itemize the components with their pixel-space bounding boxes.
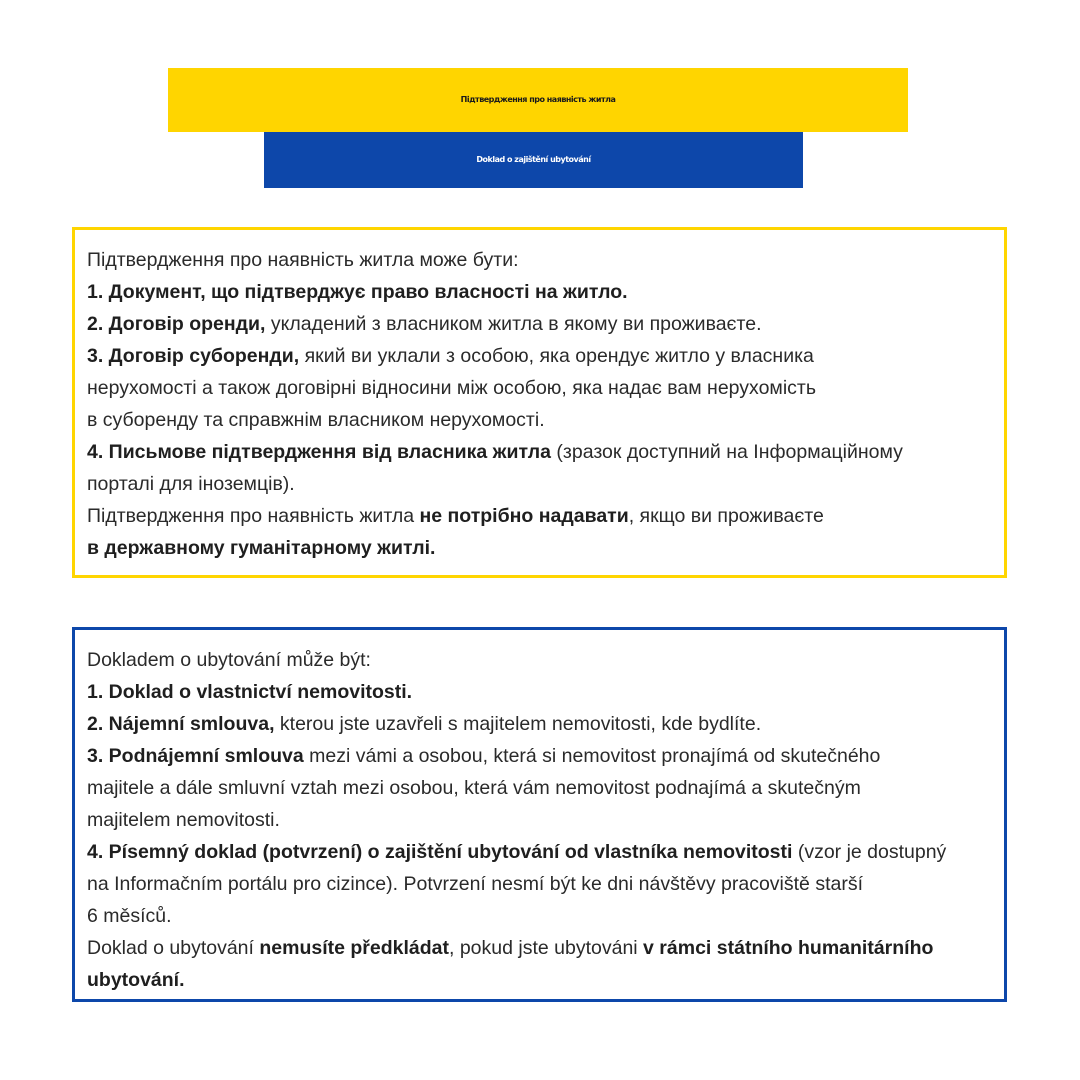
title-ukrainian: Підтвердження про наявність житла (168, 68, 908, 132)
ua-item-2-text: укладений з власником житла в якому ви проживаєте. (265, 313, 762, 335)
cz-item-1-bold: 1. Doklad o vlastnictví nemovitosti. (87, 681, 413, 703)
ua-item-4-line-1: (зразок доступний на Інформаційному (551, 441, 903, 463)
ua-note-text-2: , якщо ви проживаєте (628, 505, 824, 527)
ukrainian-info-box (72, 227, 1007, 578)
cz-intro: Dokladem o ubytování může být: (87, 649, 371, 671)
ua-item-4 (87, 436, 994, 500)
ua-item-3-line-2: нерухомості а також договірні відносини між особою, яка надає вам нерухомість (87, 377, 816, 399)
cz-item-2-text: kterou jste uzavřeli s majitelem nemovitosti, kde bydlíte. (274, 713, 762, 735)
title-czech: Doklad o zajištění ubytování (264, 132, 803, 188)
ua-item-3 (87, 340, 994, 436)
ua-item-3-line-3: в суборенду та справжнім власником нерухомості. (87, 409, 545, 431)
cz-item-3-bold: 3. Podnájemní smlouva (87, 745, 304, 767)
cz-item-3-line-1: mezi vámi a osobou, která si nemovitost pronajímá od skutečného (303, 745, 881, 767)
cz-item-4-bold: 4. Písemný doklad (potvrzení) o zajištění ubytování od vlastníka nemovitosti (87, 841, 793, 863)
cz-item-4-line-3: 6 měsíců. (87, 905, 172, 927)
cz-note-bold-2: v rámci státního humanitárního (643, 937, 934, 959)
cz-item-4 (87, 836, 994, 932)
cz-note (87, 932, 994, 996)
cz-note-text-1: Doklad o ubytování (87, 937, 260, 959)
cz-item-1 (87, 676, 994, 708)
cz-note-bold-1: nemusíte předkládat (259, 937, 449, 959)
ua-item-3-bold: 3. Договір суборенди, (87, 345, 300, 367)
cz-item-2-bold: 2. Nájemní smlouva, (87, 713, 275, 735)
cz-item-3 (87, 740, 994, 836)
cz-note-bold-3: ubytování. (87, 969, 185, 991)
ua-item-1-bold: 1. Документ, що підтверджує право власності на житло. (87, 281, 628, 303)
ua-note-bold-1: не потрібно надавати (419, 505, 629, 527)
cz-item-3-line-3: majitelem nemovitosti. (87, 809, 280, 831)
ua-note (87, 500, 994, 564)
cz-item-2 (87, 708, 994, 740)
ua-note-text-1: Підтвердження про наявність житла (87, 505, 420, 527)
cz-item-3-line-2: majitele a dále smluvní vztah mezi osobou, která vám nemovitost podnajímá a skutečným (87, 777, 861, 799)
ua-note-bold-2: в державному гуманітарному житлі. (87, 537, 436, 559)
ua-item-2-bold: 2. Договір оренди, (87, 313, 266, 335)
cz-note-text-2: , pokud jste ubytováni (449, 937, 644, 959)
cz-item-4-line-2: na Informačním portálu pro cizince). Potvrzení nesmí být ke dni návštěvy pracoviště starší (87, 873, 863, 895)
cz-item-4-line-1: (vzor je dostupný (792, 841, 947, 863)
ua-item-3-line-1: який ви уклали з особою, яка орендує житло у власника (299, 345, 814, 367)
ua-intro: Підтвердження про наявність житла може бути: (87, 249, 519, 271)
ua-item-2 (87, 308, 994, 340)
ua-item-4-line-2: порталі для іноземців). (87, 473, 295, 495)
czech-info-box (72, 627, 1007, 1002)
ua-item-4-bold: 4. Письмове підтвердження від власника житла (87, 441, 551, 463)
ua-item-1 (87, 276, 994, 308)
